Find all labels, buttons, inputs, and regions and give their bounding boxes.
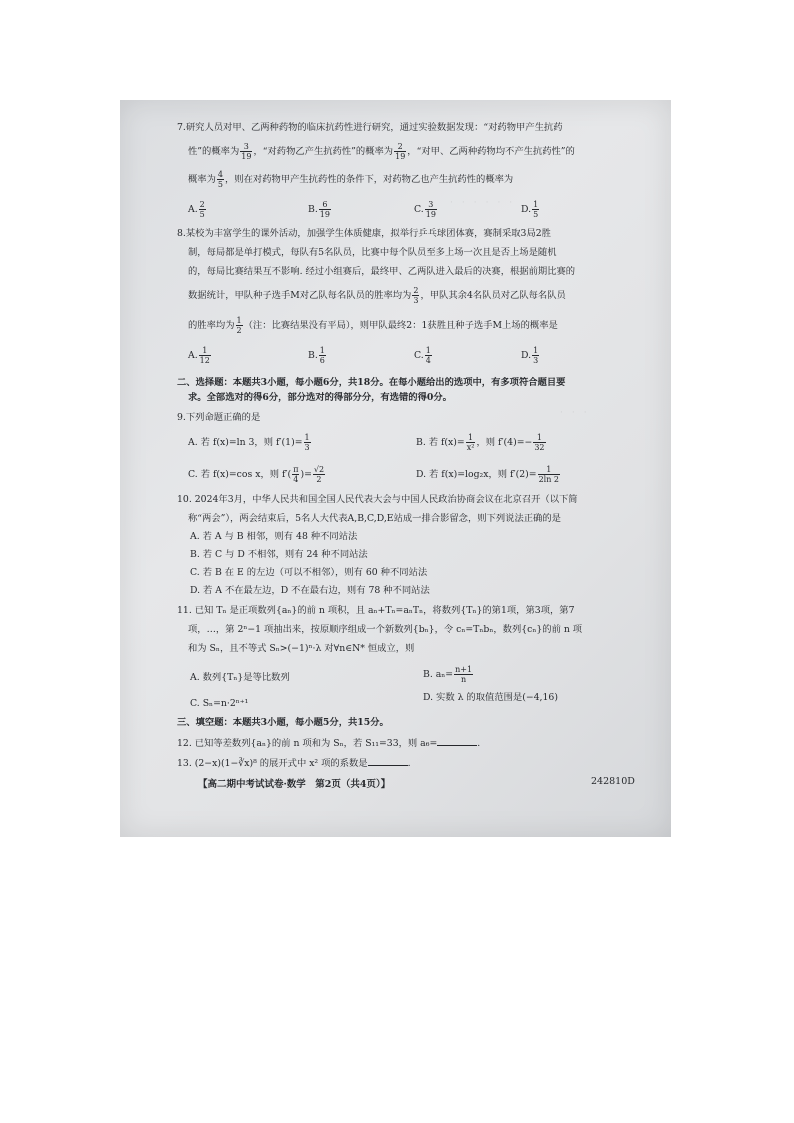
q9-stem: 9.下列命题正确的是 xyxy=(177,412,261,423)
section2-heading-cont: 求。全部选对的得6分，部分选对的得部分分，有选错的得0分。 xyxy=(188,392,452,403)
fraction: $\frac{2}{19}$ xyxy=(395,142,406,161)
bleed-through-text: · · · xyxy=(560,408,587,418)
answer-blank xyxy=(368,756,408,766)
fraction: $\frac{1}{2}$ xyxy=(236,316,242,335)
q10-option-d: D. 若 A 不在最左边，D 不在最右边，则有 78 种不同站法 xyxy=(190,585,430,596)
scanned-page-photo xyxy=(120,100,671,837)
q11-line1: 11. 已知 Tₙ 是正项数列{aₙ}的前 n 项积，且 aₙ+Tₙ=aₙTₙ，将数列{Tₙ}的第1项，第3项，第7 xyxy=(177,605,575,616)
q9-option-c: C. 若 f(x)=cos x，则 f′( $\frac{\pi}{4}$ )= $\frac{√2}{2}$ xyxy=(188,465,325,484)
q8-line3: 的，每局比赛结果互不影响. 经过小组赛后，最终甲、乙两队进入最后的决赛，根据前期比赛的 xyxy=(188,266,576,277)
fraction: $\frac{2}{3}$ xyxy=(413,286,419,305)
q9-option-a: A. 若 f(x)=ln 3，则 f′(1)= $\frac{1}{3}$ xyxy=(188,433,310,452)
q8-option-b: B. $\frac{1}{6}$ xyxy=(308,346,325,365)
fraction: $\frac{4}{5}$ xyxy=(217,170,223,189)
q9-option-b: B. 若 f(x)= $\frac{1}{\text{x²}}$ ，则 f′(4)=− $\frac{1}{32}$ xyxy=(416,433,545,452)
q10-line1: 10. 2024年3月，中华人民共和国全国人民代表大会与中国人民政治协商会议在北京召开（以下简 xyxy=(177,494,578,505)
q7-line3: 概率为 $\frac{4}{5}$ ，则在对药物甲产生抗药性的条件下，对药物乙也产生抗药性的概率为 xyxy=(188,170,514,189)
q10-option-b: B. 若 C 与 D 不相邻，则有 24 种不同站法 xyxy=(190,549,368,560)
q8-option-a: A. $\frac{1}{12}$ xyxy=(188,346,210,365)
q12: 12. 已知等差数列{aₙ}的前 n 项和为 Sₙ，若 S₁₁=33，则 a₆= . xyxy=(177,738,481,749)
q11-option-d: D. 实数 λ 的取值范围是(−4,16) xyxy=(423,692,558,703)
q10-line2: 称“两会”），两会结束后，5名人大代表A,B,C,D,E站成一排合影留念，则下列说法正确的是 xyxy=(188,513,561,524)
answer-blank xyxy=(437,736,477,746)
q8-option-c: C. $\frac{1}{4}$ xyxy=(414,346,431,365)
q11-line2: 项，…，第 2ⁿ−1 项抽出来，按原顺序组成一个新数列{bₙ}，令 cₙ=Tₙbₙ，数列{cₙ}的前 n 项 xyxy=(188,624,583,635)
q7-line1: 7.研究人员对甲、乙两种药物的临床抗药性进行研究，通过实验数据发现：“对药物甲产生抗药 xyxy=(177,122,563,133)
q7-option-b: B. $\frac{6}{19}$ xyxy=(308,200,330,219)
q11-option-c: C. Sₙ=n·2ⁿ⁺¹ xyxy=(190,698,249,709)
q7-option-a: A. $\frac{2}{5}$ xyxy=(188,200,205,219)
q8-option-d: D. $\frac{1}{3}$ xyxy=(521,346,539,365)
q7-option-d: D. $\frac{1}{5}$ xyxy=(521,200,539,219)
q8-line4: 数据统计，甲队种子选手M对乙队每名队员的胜率均为 $\frac{2}{3}$ ，甲队其余4名队员对乙队每名队员 xyxy=(188,286,566,305)
page-footer: 【高二期中考试试卷·数学 第2页（共4页）】 xyxy=(198,779,391,790)
q7-line2: 性”的概率为 $\frac{3}{19}$ ，“对药物乙产生抗药性”的概率为 $\frac{2}{19}$ ，“对甲、乙两种药物均不产生抗药性”的 xyxy=(188,142,575,161)
q9-option-d: D. 若 f(x)=log₂x，则 f′(2)= $\frac{1}{2\ln 2}$ xyxy=(416,465,560,484)
q11-option-b: B. aₙ= $\frac{n+1}{n}$ xyxy=(423,665,473,684)
q8-line2: 制，每局都是单打模式，每队有5名队员，比赛中每个队员至多上场一次且是否上场是随机 xyxy=(188,247,557,258)
section3-heading: 三、填空题：本题共3小题，每小题5分，共15分。 xyxy=(177,717,389,728)
bleed-through-text: · · · · · · xyxy=(450,198,513,208)
q8-line1: 8.某校为丰富学生的课外活动，加强学生体质健康，拟举行乒乓球团体赛，赛制采取3局2胜 xyxy=(177,228,551,239)
q11-option-a: A. 数列{Tₙ}是等比数列 xyxy=(190,672,290,683)
fraction: $\frac{3}{19}$ xyxy=(241,142,252,161)
q11-line3: 和为 Sₙ，且不等式 Sₙ>(−1)ⁿ·λ 对∀n∈N* 恒成立，则 xyxy=(188,643,415,654)
q13: 13. (2−x)(1−∛x)⁸ 的展开式中 x² 项的系数是 . xyxy=(177,758,411,769)
q10-option-a: A. 若 A 与 B 相邻，则有 48 种不同站法 xyxy=(190,531,358,542)
q7-option-c: C. $\frac{3}{19}$ xyxy=(414,200,436,219)
section2-heading: 二、选择题：本题共3小题，每小题6分，共18分。在每小题给出的选项中，有多项符合题目要 xyxy=(177,377,566,388)
q8-line5: 的胜率均为 $\frac{1}{2}$ （注：比赛结果没有平局），则甲队最终2：1获胜且种子选手M上场的概率是 xyxy=(188,316,558,335)
q10-option-c: C. 若 B 在 E 的左边（可以不相邻），则有 60 种不同站法 xyxy=(190,567,428,578)
paper-code: 242810D xyxy=(591,776,635,787)
